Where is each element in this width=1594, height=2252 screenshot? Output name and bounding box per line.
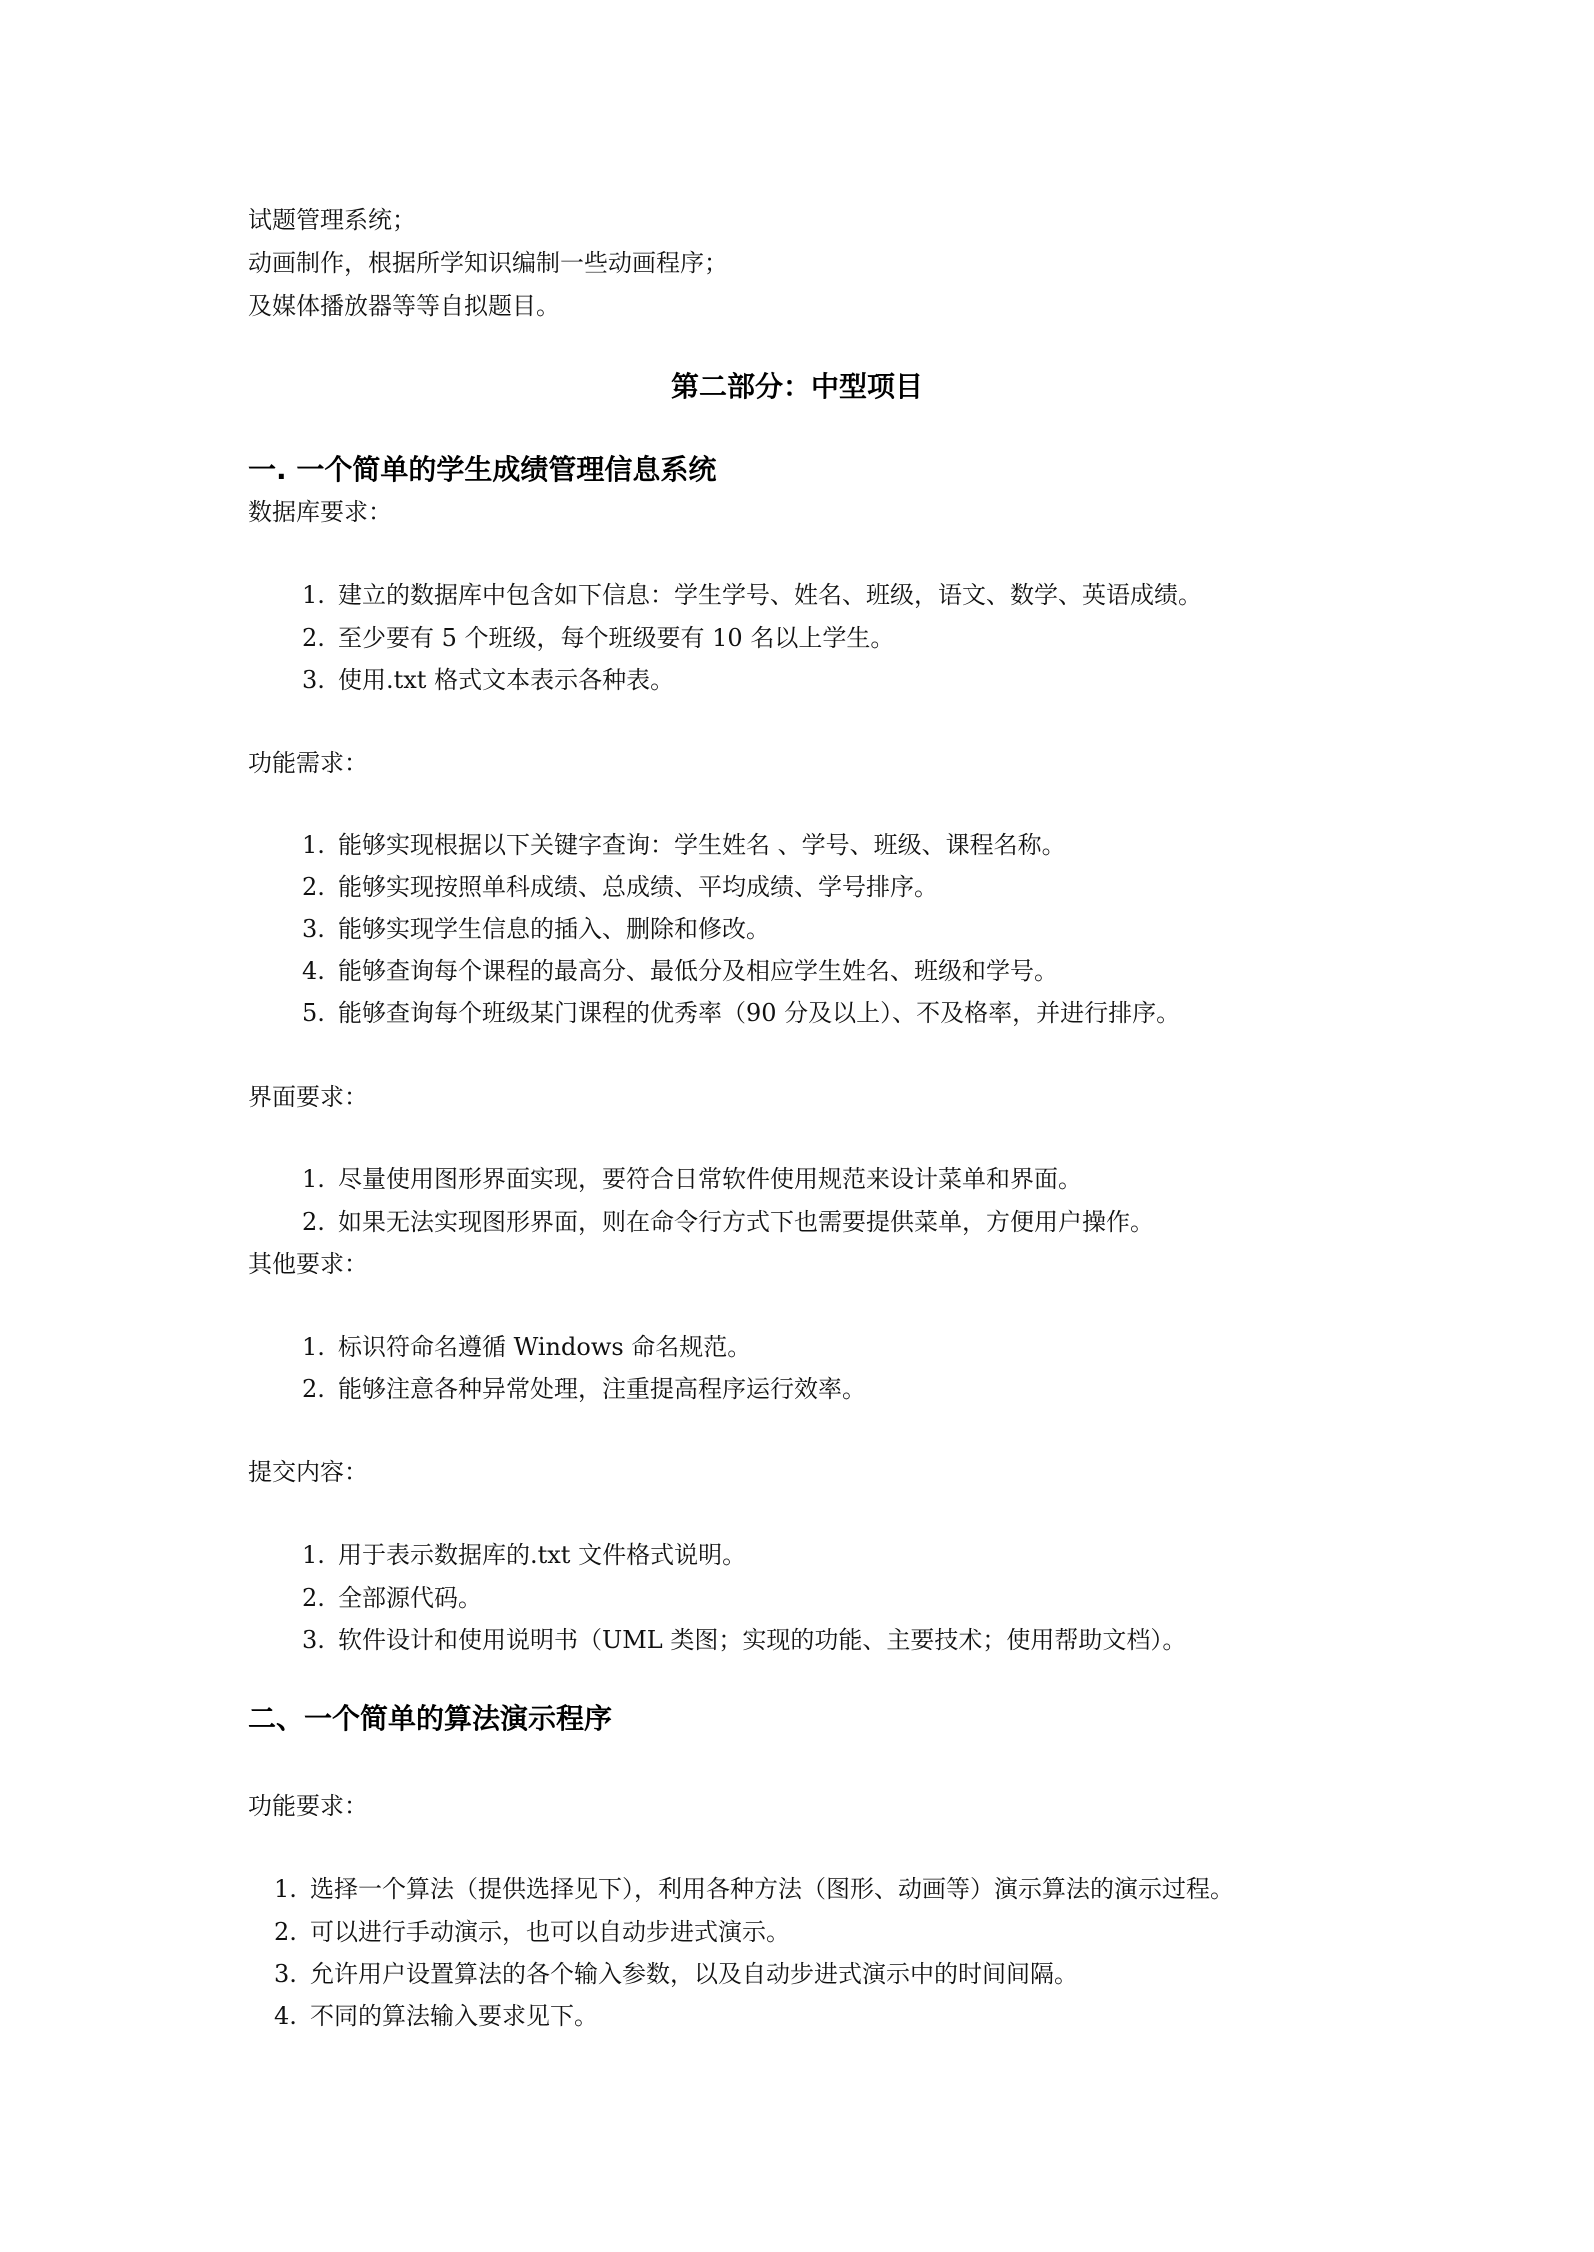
intro-line: 及媒体播放器等等自拟题目。 [248, 292, 560, 320]
list-item: 2. 如果无法实现图形界面，则在命令行方式下也需要提供菜单，方便用户操作。 [302, 1208, 1154, 1236]
function-requirements-heading: 功能要求： [248, 1792, 368, 1820]
list-item: 2. 能够注意各种异常处理，注重提高程序运行效率。 [302, 1375, 866, 1403]
list-item: 1. 能够实现根据以下关键字查询：学生姓名 、学号、班级、课程名称。 [302, 831, 1066, 859]
list-item: 2. 全部源代码。 [302, 1584, 482, 1612]
list-item: 1. 尽量使用图形界面实现，要符合日常软件使用规范来设计菜单和界面。 [302, 1165, 1082, 1193]
function-requirements-heading: 功能需求： [248, 749, 368, 777]
list-item: 2. 能够实现按照单科成绩、总成绩、平均成绩、学号排序。 [302, 873, 938, 901]
list-item: 3. 能够实现学生信息的插入、删除和修改。 [302, 915, 770, 943]
list-item: 2. 可以进行手动演示，也可以自动步进式演示。 [274, 1918, 790, 1946]
list-item: 4. 不同的算法输入要求见下。 [274, 2002, 598, 2030]
list-item: 2. 至少要有 5 个班级，每个班级要有 10 名以上学生。 [302, 624, 895, 652]
intro-line: 动画制作，根据所学知识编制一些动画程序； [248, 249, 728, 277]
section2-title: 二、一个简单的算法演示程序 [248, 1702, 613, 1735]
list-item: 4. 能够查询每个课程的最高分、最低分及相应学生姓名、班级和学号。 [302, 957, 1058, 985]
section1-title: 一. 一个简单的学生成绩管理信息系统 [248, 453, 717, 486]
list-item: 3. 软件设计和使用说明书（UML 类图；实现的功能、主要技术；使用帮助文档）。 [302, 1626, 1187, 1654]
list-item: 1. 选择一个算法（提供选择见下），利用各种方法（图形、动画等）演示算法的演示过程。 [274, 1875, 1234, 1903]
list-item: 1. 建立的数据库中包含如下信息：学生学号、姓名、班级，语文、数学、英语成绩。 [302, 581, 1202, 609]
list-item: 1. 用于表示数据库的.txt 文件格式说明。 [302, 1541, 747, 1569]
part-title: 第二部分：中型项目 [670, 370, 923, 403]
ui-requirements-heading: 界面要求： [248, 1083, 368, 1111]
list-item: 1. 标识符命名遵循 Windows 命名规范。 [302, 1333, 752, 1361]
submission-heading: 提交内容： [248, 1458, 368, 1486]
list-item: 5. 能够查询每个班级某门课程的优秀率（90 分及以上）、不及格率，并进行排序。 [302, 999, 1181, 1027]
db-requirements-heading: 数据库要求： [248, 498, 392, 526]
other-requirements-heading: 其他要求： [248, 1250, 368, 1278]
intro-line: 试题管理系统； [248, 206, 416, 234]
list-item: 3. 允许用户设置算法的各个输入参数，以及自动步进式演示中的时间间隔。 [274, 1960, 1078, 1988]
list-item: 3. 使用.txt 格式文本表示各种表。 [302, 666, 675, 694]
